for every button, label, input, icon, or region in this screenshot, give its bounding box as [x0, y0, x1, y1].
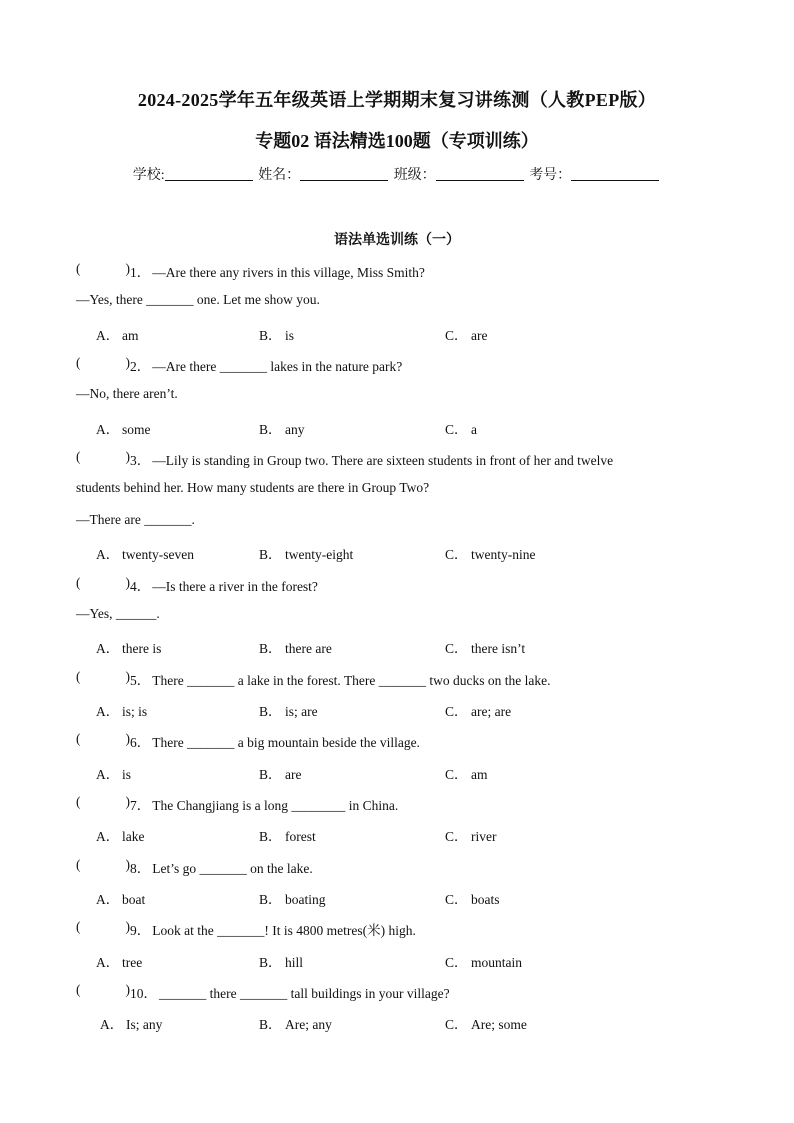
- option-c[interactable]: [445, 763, 488, 783]
- question-line: [76, 386, 178, 402]
- question-stem: [76, 355, 402, 375]
- answer-bracket[interactable]: ( ): [76, 982, 130, 998]
- option-b[interactable]: [259, 700, 318, 720]
- option-label: A．: [96, 641, 120, 657]
- school-label: 学校:: [132, 168, 165, 183]
- option-label: C．: [445, 829, 468, 845]
- name-label: 姓名：: [258, 168, 301, 183]
- question-text: The Changjiang is a long ________ in China.: [152, 797, 399, 813]
- option-a[interactable]: [96, 888, 145, 908]
- option-text: lake: [122, 829, 145, 845]
- page-subtitle: 专题02 语法精选100题（专项训练）: [255, 131, 539, 151]
- option-label: C．: [445, 766, 468, 782]
- option-a[interactable]: [96, 700, 147, 720]
- option-text: boating: [285, 892, 326, 907]
- option-text: is; are: [285, 703, 318, 719]
- option-label: B．: [259, 829, 282, 845]
- question-line: [76, 512, 195, 528]
- question-text: —Are there _______ lakes in the nature park?: [152, 359, 403, 375]
- option-text: river: [471, 829, 497, 845]
- question-text: —Is there a river in the forest?: [152, 578, 318, 594]
- question-text: —There are _______.: [76, 511, 195, 527]
- section-title: 语法单选训练（一）: [334, 233, 460, 248]
- option-label: A．: [100, 1017, 124, 1033]
- option-a[interactable]: [96, 418, 151, 438]
- question-line: [76, 606, 160, 622]
- option-label: B．: [259, 703, 282, 719]
- option-c[interactable]: [445, 637, 525, 657]
- option-text: am: [122, 327, 139, 343]
- option-a[interactable]: [96, 763, 131, 783]
- question-text: —Yes, ______.: [76, 605, 160, 621]
- option-b[interactable]: [259, 543, 353, 563]
- question-number: 6．: [130, 735, 151, 751]
- option-c[interactable]: [445, 1013, 527, 1033]
- answer-bracket[interactable]: ( ): [76, 856, 130, 872]
- option-text: are: [471, 327, 488, 343]
- question-stem: [76, 731, 420, 751]
- class-label: 班级：: [393, 168, 436, 183]
- question-stem: [76, 449, 613, 469]
- option-label: A．: [96, 327, 120, 343]
- question-number: 1．: [130, 265, 151, 280]
- option-b[interactable]: [259, 951, 303, 971]
- option-label: C．: [445, 1017, 468, 1033]
- option-text: boats: [471, 892, 500, 907]
- option-label: A．: [96, 547, 120, 563]
- name-blank[interactable]: [300, 166, 388, 181]
- question-number: 9．: [130, 923, 151, 939]
- option-c[interactable]: [445, 951, 522, 971]
- option-text: boat: [122, 892, 146, 907]
- question-number: 5．: [130, 672, 151, 688]
- option-label: C．: [445, 892, 468, 907]
- option-text: there isn’t: [471, 641, 526, 657]
- option-text: is: [122, 766, 132, 782]
- question-text: _______ there _______ tall buildings in your village?: [159, 986, 450, 1002]
- option-text: Are; any: [285, 1017, 332, 1033]
- option-a[interactable]: [96, 825, 145, 845]
- question-text: —Are there any rivers in this village, Miss Smith?: [152, 265, 425, 280]
- question-text: —Lily is standing in Group two. There are sixteen students in front of her and twelve: [152, 453, 614, 469]
- school-blank[interactable]: [165, 166, 253, 181]
- option-label: C．: [445, 641, 468, 657]
- option-label: A．: [96, 954, 120, 970]
- answer-bracket[interactable]: ( ): [76, 355, 130, 371]
- option-text: is; is: [122, 703, 148, 719]
- answer-bracket[interactable]: ( ): [76, 668, 130, 684]
- question-stem: [76, 575, 318, 595]
- option-label: C．: [445, 421, 468, 437]
- question-number: 4．: [130, 578, 151, 594]
- option-label: B．: [259, 641, 282, 657]
- option-text: are; are: [471, 703, 512, 719]
- option-b[interactable]: [259, 888, 326, 908]
- page-title: 2024-2025学年五年级英语上学期期末复习讲练测（人教PEP版）: [137, 90, 657, 110]
- option-label: C．: [445, 954, 468, 970]
- option-text: Is; any: [126, 1017, 163, 1033]
- question-text: —No, there aren’t.: [76, 386, 178, 402]
- option-text: twenty-seven: [122, 547, 194, 563]
- option-c[interactable]: [445, 888, 500, 908]
- question-number: 3．: [130, 453, 151, 469]
- option-b[interactable]: [259, 825, 316, 845]
- option-text: some: [122, 421, 151, 437]
- question-number: 2．: [130, 359, 151, 375]
- question-text: students behind her. How many students are there in Group Two?: [76, 480, 430, 496]
- option-text: there is: [122, 641, 162, 657]
- question-number: 8．: [130, 860, 151, 876]
- question-stem: [76, 261, 425, 281]
- option-label: C．: [445, 327, 468, 343]
- exam-number-label: 考号：: [529, 168, 572, 183]
- option-a[interactable]: [96, 543, 194, 563]
- question-text: Look at the _______! It is 4800 metres(米) high.: [152, 923, 416, 939]
- class-blank[interactable]: [436, 166, 524, 181]
- option-text: is: [285, 327, 295, 343]
- option-a[interactable]: [96, 637, 161, 657]
- option-c[interactable]: [445, 700, 511, 720]
- option-label: B．: [259, 421, 282, 437]
- question-text: There _______ a lake in the forest. There _______ two ducks on the lake.: [152, 672, 551, 688]
- option-text: forest: [285, 829, 316, 845]
- option-text: am: [471, 766, 488, 782]
- question-line: [76, 480, 429, 496]
- answer-bracket[interactable]: ( ): [76, 449, 130, 465]
- question-stem: [76, 794, 398, 814]
- exam-number-blank[interactable]: [571, 166, 659, 181]
- option-c[interactable]: [445, 543, 535, 563]
- option-b[interactable]: [259, 1013, 332, 1033]
- question-stem: [76, 857, 313, 877]
- option-label: A．: [96, 703, 120, 719]
- question-stem: [76, 669, 551, 689]
- question-text: —Yes, there _______ one. Let me show you.: [76, 292, 320, 308]
- option-label: A．: [96, 766, 120, 782]
- answer-bracket[interactable]: ( ): [76, 919, 130, 935]
- question-stem: [76, 919, 416, 939]
- option-b[interactable]: [259, 763, 301, 783]
- question-line: [76, 292, 320, 308]
- question-number: 7．: [130, 797, 151, 813]
- option-text: mountain: [471, 954, 522, 970]
- question-text: Let’s go _______ on the lake.: [152, 860, 313, 876]
- option-a[interactable]: [96, 324, 139, 344]
- answer-bracket[interactable]: ( ): [76, 793, 130, 809]
- option-label: B．: [259, 954, 282, 970]
- answer-bracket[interactable]: ( ): [76, 261, 130, 276]
- option-c[interactable]: [445, 825, 496, 845]
- option-text: tree: [122, 954, 143, 970]
- option-text: Are; some: [471, 1017, 527, 1033]
- option-label: C．: [445, 547, 468, 563]
- option-label: A．: [96, 892, 120, 907]
- question-number: 10．: [130, 986, 157, 1002]
- option-c[interactable]: [445, 324, 487, 344]
- option-label: A．: [96, 829, 120, 845]
- option-label: A．: [96, 421, 120, 437]
- option-b[interactable]: [259, 418, 305, 438]
- question-text: There _______ a big mountain beside the village.: [152, 735, 420, 751]
- option-text: a: [471, 421, 477, 437]
- option-b[interactable]: [259, 324, 294, 344]
- option-label: B．: [259, 892, 282, 907]
- option-label: B．: [259, 766, 282, 782]
- answer-bracket[interactable]: ( ): [76, 731, 130, 747]
- option-a[interactable]: [96, 951, 142, 971]
- option-c[interactable]: [445, 418, 477, 438]
- question-stem: [76, 982, 450, 1002]
- student-info-row: [0, 164, 794, 184]
- option-label: C．: [445, 703, 468, 719]
- option-text: hill: [285, 954, 304, 970]
- option-text: there are: [285, 641, 332, 657]
- option-text: are: [285, 766, 302, 782]
- answer-bracket[interactable]: ( ): [76, 574, 130, 590]
- option-text: twenty-eight: [285, 547, 354, 563]
- option-text: any: [285, 421, 305, 437]
- option-text: twenty-nine: [471, 547, 536, 563]
- option-b[interactable]: [259, 637, 332, 657]
- option-a[interactable]: [100, 1013, 162, 1033]
- option-label: B．: [259, 1017, 282, 1033]
- option-label: B．: [259, 327, 282, 343]
- option-label: B．: [259, 547, 282, 563]
